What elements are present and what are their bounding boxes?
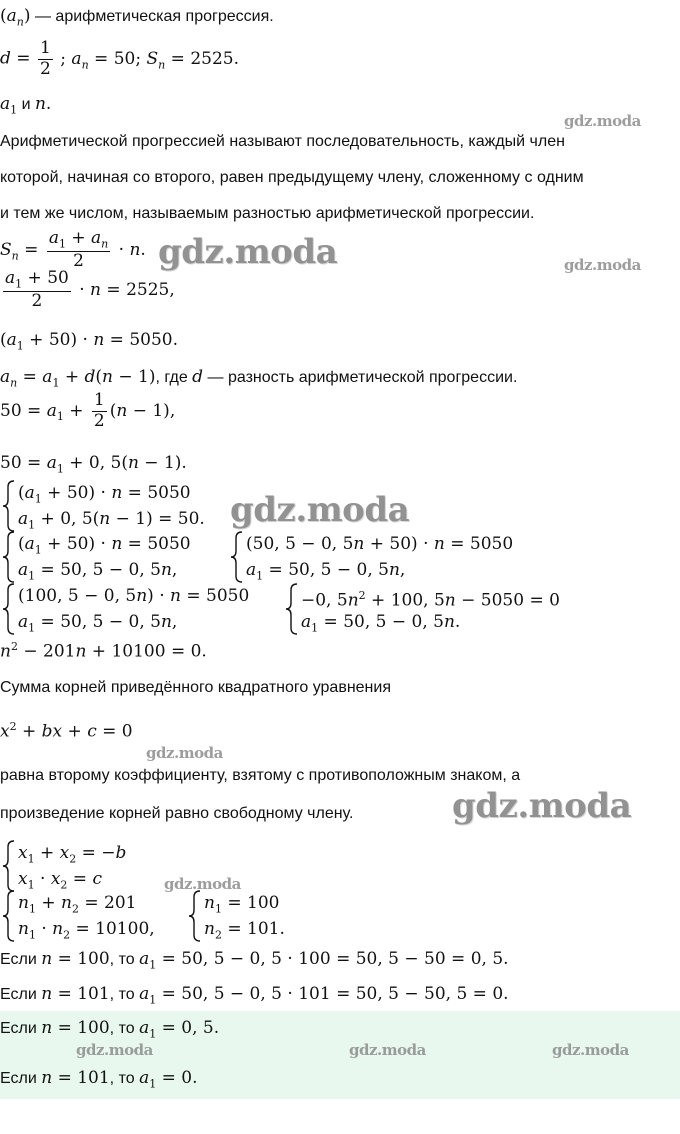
vieta-text-1: Сумма корней приведённого квадратного уравнения xyxy=(0,679,391,696)
theory-line-1: Арифметической прогрессией называют последовательность, каждый член xyxy=(0,133,565,150)
roots-values: $n_1 = 100$ $n_2 = 101$. xyxy=(186,890,285,942)
watermark: gdz.moda xyxy=(158,232,338,272)
system-4: (100, 5 − 0, 5n) · n = 5050 $a_1 = 50$, 5 − 0, 5n, xyxy=(0,583,249,635)
given-line: $(a_n)$ — арифметическая прогрессия. xyxy=(0,6,274,29)
watermark: gdz.moda xyxy=(349,1041,426,1059)
system-2: $(a_1 + 50) \cdot n = 5050$ $a_1 = 50$, 5 − 0, 5n, xyxy=(0,531,191,583)
system-3: (50, 5 − 0, 5n + 50) · n = 5050 $a_1 = 50$, 5 − 0, 5n, xyxy=(228,531,513,583)
theory-line-3: и тем же числом, называемым разностью арифметической прогрессии. xyxy=(0,205,535,222)
d-fraction: $\frac{1}{2}$ xyxy=(40,38,51,79)
nth-term-decimal: $50 = a_1 + 0$, 5(n − 1). xyxy=(0,453,187,476)
quadratic-equation: $n^2 - 201n + 10100 = 0$. xyxy=(0,640,207,662)
system-1: $(a_1 + 50) \cdot n = 5050$ $a_1 + 0$, 5(n − 1) = 50. xyxy=(0,480,205,532)
answer-line-2: Если n = 101, то $a_1 = 0$. xyxy=(0,1068,198,1091)
find-line: $a_1$ и n. xyxy=(0,94,52,117)
sum-formula: $S_n$ = $\frac{a_1 + a_n}{2}$ · n. xyxy=(0,228,146,271)
case-2: Если n = 101, то $a_1 = 50$, 5 − 0, 5 · 101 = 50, 5 − 50, 5 = 0. xyxy=(0,984,509,1007)
watermark: gdz.moda xyxy=(230,490,410,530)
given-text: — арифметическая прогрессия. xyxy=(34,8,274,25)
watermark: gdz.moda xyxy=(564,256,641,274)
nth-term-formula: $a_n = a_1 + d(n - 1)$, где d — разность арифметической прогрессии. xyxy=(0,367,518,390)
watermark: gdz.moda xyxy=(452,786,632,826)
watermark: gdz.moda xyxy=(76,1041,153,1059)
product-equation: $(a_1 + 50) \cdot n = 5050$. xyxy=(0,330,178,353)
roots-system: $n_1 + n_2 = 201$ $n_1 \cdot n_2 = 10100$, xyxy=(0,890,155,942)
generic-quadratic: $x^2$ + bx + c = 0 xyxy=(0,720,133,742)
watermark: gdz.moda xyxy=(146,744,223,762)
vieta-text-3: произведение корней равно свободному члену. xyxy=(0,805,354,822)
watermark: gdz.moda xyxy=(164,875,241,893)
system-5: −0, $5n^2 + 100$, 5n − 5050 = 0 $a_1 = 50$, 5 − 0, 5n. xyxy=(283,583,560,635)
case-1: Если n = 100, то $a_1 = 50$, 5 − 0, 5 · 100 = 50, 5 − 50 = 0, 5. xyxy=(0,949,509,972)
watermark: gdz.moda xyxy=(552,1041,629,1059)
an-value: 50 xyxy=(113,48,136,69)
answer-line-1: Если n = 100, то $a_1 = 0$, 5. xyxy=(0,1018,220,1041)
vieta-text-2: равна второму коэффициенту, взятому с противоположным знаком, а xyxy=(0,767,521,784)
vieta-system: $x_1 + x_2 = -b$ $x_1 \cdot x_2 = c$ xyxy=(0,840,126,892)
sn-value: 2525 xyxy=(190,48,234,69)
sum-substituted: $\frac{a_1 + 50}{2}$ · n = 2525, xyxy=(5,268,175,311)
given-values: d = $\frac{1}{2}$ ; $a_n = 50$; $S_n = 2525$. xyxy=(0,38,239,79)
watermark: gdz.moda xyxy=(564,112,641,130)
theory-line-2: которой, начиная со второго, равен предыдущему члену, сложенному с одним xyxy=(0,169,584,186)
nth-term-substituted: $50 = a_1$ + $\frac{1}{2}$ (n − 1), xyxy=(0,390,176,431)
